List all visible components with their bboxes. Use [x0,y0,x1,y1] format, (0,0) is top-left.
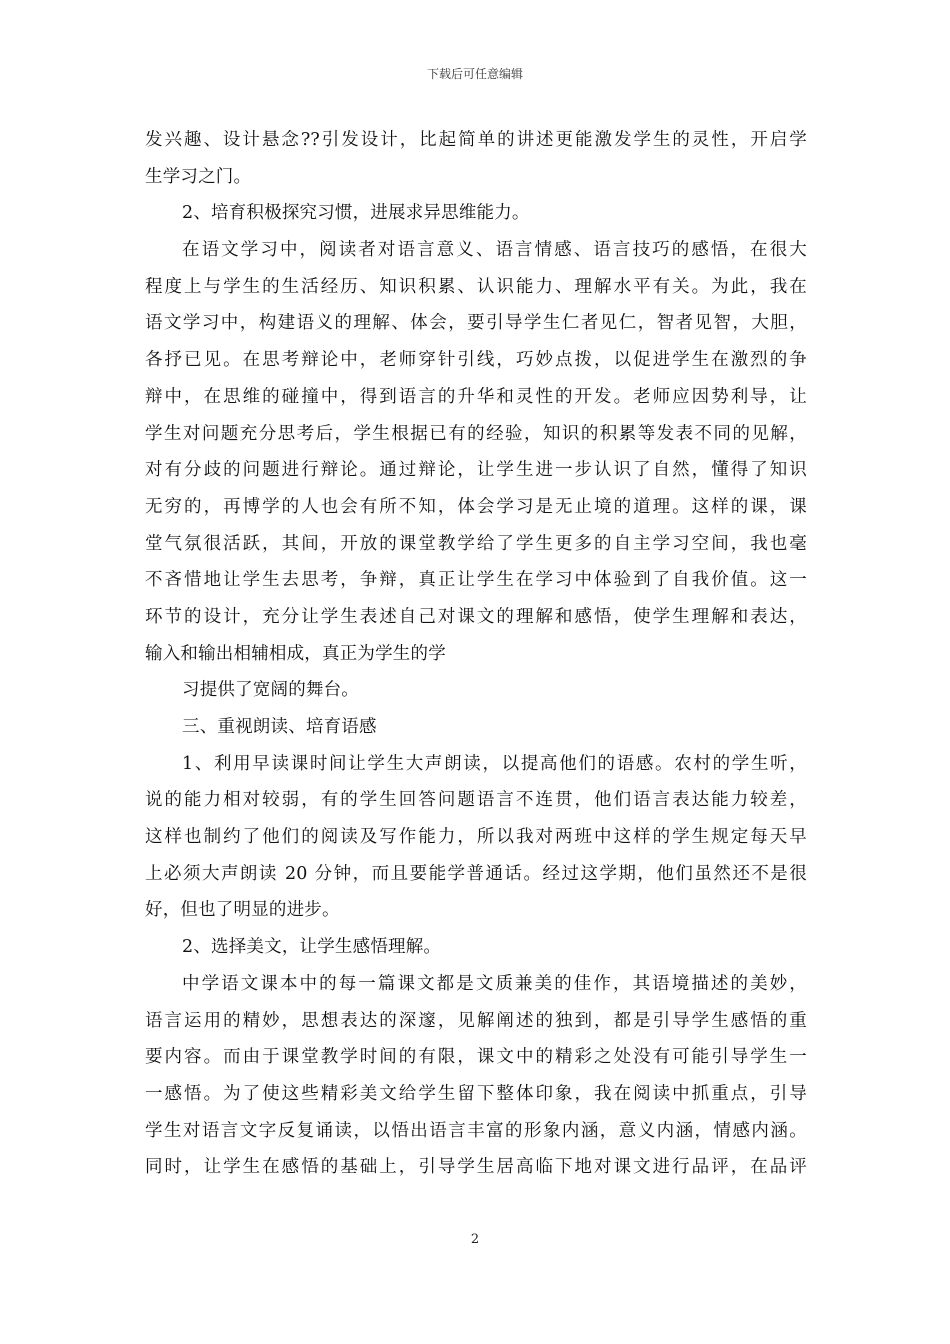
text-line: 输入和输出相辅相成，真正为学生的学 [145,643,446,664]
text-line: 语言运用的精妙，思想表达的深邃，见解阐述的独到，都是引导学生感悟的重 [145,1010,807,1031]
text-line: 程度上与学生的生活经历、知识积累、认识能力、理解水平有关。为此，我在 [145,276,807,297]
text-line: 要内容。而由于课堂教学时间的有限，课文中的精彩之处没有可能引导学生一 [145,1047,807,1068]
text-line: 好，但也了明显的进步。 [145,900,340,921]
text-line: 上必须大声朗读 20 分钟，而且要能学普通话。经过这学期，他们虽然还不是很 [145,863,807,884]
text-line: 2、培育积极探究习惯，进展求异思维能力。 [182,203,530,224]
text-line: 2、选择美文，让学生感悟理解。 [182,937,442,958]
text-line: 中学语文课本中的每一篇课文都是文质兼美的佳作，其语境描述的美妙， [182,973,807,994]
text-line: 语文学习中，构建语义的理解、体会，要引导学生仁者见仁，智者见智，大胆， [145,313,807,334]
page-number: 2 [470,1232,480,1247]
text-line: 不吝惜地让学生去思考，争辩，真正让学生在学习中体验到了自我价值。这一 [145,570,807,591]
text-line: 堂气氛很活跃，其间，开放的课堂教学给了学生更多的自主学习空间，我也毫 [145,533,807,554]
text-line: 这样也制约了他们的阅读及写作能力，所以我对两班中这样的学生规定每天早 [145,827,807,848]
section-heading: 三、重视朗读、培育语感 [182,717,377,737]
text-line: 发兴趣、设计悬念??引发设计，比起简单的讲述更能激发学生的灵性，开启学 [145,130,807,150]
text-line: 环节的设计，充分让学生表述自己对课文的理解和感悟，使学生理解和表达， [145,606,807,627]
text-line: 学生对语言文字反复诵读，以悟出语言丰富的形象内涵，意义内涵，情感内涵。 [145,1120,807,1141]
text-line: 无穷的，再博学的人也会有所不知，体会学习是无止境的道理。这样的课，课 [145,496,807,517]
text-line: 各抒已见。在思考辩论中，老师穿针引线，巧妙点拨，以促进学生在激烈的争 [145,350,807,371]
body-text [145,122,807,1186]
text-line: 同时，让学生在感悟的基础上，引导学生居高临下地对课文进行品评，在品评 [145,1157,807,1178]
text-line: 学生对问题充分思考后，学生根据已有的经验，知识的积累等发表不同的见解， [145,423,807,444]
text-line: 生学习之门。 [145,166,252,187]
text-line: 一感悟。为了使这些精彩美文给学生留下整体印象，我在阅读中抓重点，引导 [145,1083,807,1104]
text-line: 辩中，在思维的碰撞中，得到语言的升华和灵性的开发。老师应因势利导，让 [145,386,807,407]
page-header: 下载后可任意编辑 [426,67,523,81]
text-line: 对有分歧的问题进行辩论。通过辩论，让学生进一步认识了自然，懂得了知识 [145,460,807,481]
text-line: 在语文学习中，阅读者对语言意义、语言情感、语言技巧的感悟，在很大 [182,240,807,261]
text-line: 说的能力相对较弱，有的学生回答问题语言不连贯，他们语言表达能力较差， [145,790,807,811]
text-line: 习提供了宽阔的舞台。 [182,680,359,701]
text-line: 1、利用早读课时间让学生大声朗读，以提高他们的语感。农村的学生听， [182,753,807,774]
